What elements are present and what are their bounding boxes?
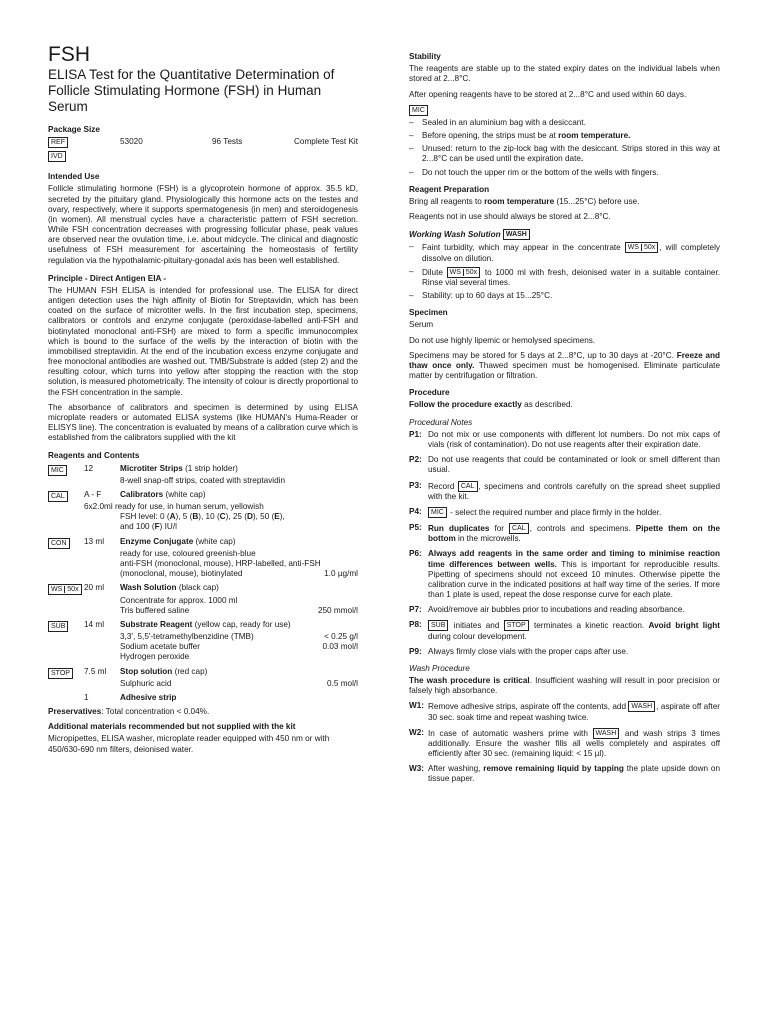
package-tests: 96 Tests [212, 137, 243, 147]
note-p4: P4: MIC - select the required number and place firmly in the holder. [409, 506, 662, 517]
working-wash-item-1: – Faint turbidity, which may appear in the concentrate WS 50x , will completely dissolve on dilution. [409, 242, 720, 263]
reagent-wash [48, 583, 358, 616]
stability-mic-symbol: MIC [409, 105, 428, 116]
stop-note: (red cap) [172, 666, 208, 676]
sub-line-1: 3,3', 5,5'-tetramethylbenzidine (TMB) [120, 632, 254, 642]
wash-step-w2: W2: In case of automatic washers prime with WASH and wash strips 3 times additionally. Ensure the washer fills all wells completely and aspirates off efficiently after 30 sec. (remaining liquid: < 15 µl). [409, 727, 720, 759]
specimen-type: Serum [409, 320, 434, 330]
package-kit: Complete Test Kit [293, 137, 358, 147]
cal-symbol: CAL [48, 491, 68, 502]
stop-symbol: STOP [48, 668, 73, 679]
note-p7: P7: Avoid/remove air bubbles prior to incubations and reading absorbance. [409, 605, 685, 615]
specimen-paragraph-1: Do not use highly lipemic or hemolysed specimens. [409, 335, 596, 345]
strip-name: Adhesive strip [120, 692, 177, 702]
sub-line-3: Hydrogen peroxide [120, 652, 190, 662]
mic-amount: 12 [84, 463, 94, 473]
working-wash-item-2: – Dilute WS 50x to 1000 ml with fresh, deionised water in a suitable container. Rinse vial several times. [409, 267, 720, 288]
cal-name: Calibrators [120, 489, 164, 499]
ref-symbol: REF [48, 137, 68, 148]
stability-paragraph-2: After opening reagents have to be stored at 2...8°C and used within 60 days. [409, 89, 687, 99]
additional-materials-heading: Additional materials recommended but not supplied with the kit [48, 722, 296, 732]
stop-name: Stop solution [120, 666, 173, 676]
wash-step-w3: W3: After washing, remove remaining liquid by tapping the plate upside down on tissue paper. [409, 764, 721, 784]
note-p3: P3: Record CAL , specimens and controls carefully on the spread sheet supplied with the kit. [409, 480, 721, 501]
strip-amount: 1 [84, 692, 89, 702]
cal-amount: A - F [84, 489, 102, 499]
mic-note: (1 strip holder) [182, 463, 238, 473]
wash-symbol: WASH [503, 229, 530, 240]
stability-list [409, 118, 720, 178]
note-p2: P2: Do not use reagents that could be contaminated or look or smell different than usual. [409, 455, 720, 475]
principle-paragraph-1: The HUMAN FSH ELISA is intended for professional use. The ELISA for direct antigen detection uses the high affinity of Biotin for Streptavidin, which has been coated on the surface of microtiter wells. In the first incubation step, specimens, calibrators or controls and enzyme conjugate (peroxidase-labelled anti-FSH and biotinylated monoclonal anti-FSH) are mixed to form a specific immunocomplex which is bound to the surface of the wells by the interaction of biotin with the immobilised streptavidin. At the end of the incubation excess enzyme conjugate and free monoclonal antibodies are washed out. TMB/Substrate is added (step 2) and the resulting colour, which turns into yellow after stopping the reaction with the stop solution, is measured photometrically. The intensity of colour is directly proportional to the FSH concentration in the sample. [48, 285, 358, 397]
reagent-sub [48, 620, 358, 663]
con-name: Enzyme Conjugate [120, 536, 194, 546]
reagent-cal [48, 490, 358, 533]
package-row [48, 137, 358, 148]
left-column [48, 44, 358, 760]
reagent-mic [48, 464, 358, 486]
wash-step-w1: W1: Remove adhesive strips, aspirate off the contents, add WASH , aspirate off after 30 sec. soak time and repeat washing twice. [409, 701, 720, 722]
note-p5: P5: Run duplicates for CAL , controls and specimens. Pipette them on the bottom in the microwells. [409, 523, 720, 544]
ivd-row [48, 151, 358, 162]
working-wash-item-3: – Stability: up to 60 days at 15...25°C. [409, 291, 720, 301]
note-p8: P8: SUB initiates and STOP terminates a kinetic reaction. Avoid bright light during colour development. [409, 620, 721, 641]
page-title: FSH [48, 43, 90, 66]
cal-line-2: FSH level: 0 (A), 5 (B), 10 (C), 25 (D), 50 (E), [120, 512, 285, 522]
preservatives: Preservatives: Total concentration < 0.04%. [48, 707, 210, 717]
right-column [409, 52, 720, 790]
con-line-3-value: 1.0 µg/ml [324, 569, 358, 579]
specimen-heading: Specimen [409, 308, 448, 318]
procedure-text: Follow the procedure exactly as described. [409, 400, 573, 410]
reagent-con [48, 537, 358, 580]
con-amount: 13 ml [84, 536, 105, 546]
con-note: (white cap) [193, 536, 236, 546]
stability-item-4: – Do not touch the upper rim or the bottom of the wells with fingers. [409, 168, 720, 178]
wash-line-2-value: 250 mmol/l [317, 605, 358, 615]
reagent-prep-paragraph-1: Bring all reagents to room temperature (15...25°C) before use. [409, 196, 640, 206]
reagent-stop [48, 667, 358, 689]
stability-paragraph-1: The reagents are stable up to the stated expiry dates on the individual labels when stored at 2...8°C. [409, 64, 720, 84]
procedural-notes-heading: Procedural Notes [409, 417, 473, 427]
working-wash-list [409, 242, 720, 301]
con-line-2: anti-FSH (monoclonal, mouse), HRP-labelled, anti-FSH [120, 559, 321, 568]
wash-line-1: Concentrate for approx. 1000 ml [120, 595, 238, 605]
wash-amount: 20 ml [84, 583, 105, 593]
sub-amount: 14 ml [84, 619, 105, 629]
ws-symbol: WS 50x [48, 584, 82, 595]
mic-desc: 8-well snap-off strips, coated with streptavidin [120, 475, 286, 485]
stability-heading: Stability [409, 52, 441, 61]
con-line-3: (monoclonal, mouse), biotinylated [120, 569, 243, 579]
mic-symbol: MIC [48, 465, 67, 476]
reagent-prep-heading: Reagent Preparation [409, 184, 490, 194]
stop-amount: 7.5 ml [84, 666, 107, 676]
note-p9: P9: Always firmly close vials with the proper caps after use. [409, 646, 629, 656]
wash-procedure-heading: Wash Procedure [409, 663, 470, 673]
mic-name: Microtiter Strips [120, 463, 183, 473]
wash-line-2: Tris buffered saline [120, 605, 190, 615]
con-line-1: ready for use, coloured greenish-blue [120, 548, 256, 558]
stop-line-1: Sulphuric acid [120, 678, 172, 688]
package-size-heading: Package Size [48, 124, 100, 134]
reagents-heading: Reagents and Contents [48, 451, 140, 461]
reagent-prep-paragraph-2: Reagents not in use should always be stored at 2...8°C. [409, 212, 611, 222]
note-p1: P1: Do not mix or use components with different lot numbers. Do not mix caps of vials (risk of contamination). Do not use reagents after their expiration date. [409, 429, 720, 449]
sub-line-2-value: 0.03 mol/l [322, 642, 358, 652]
ivd-symbol: IVD [48, 151, 66, 162]
sub-symbol: SUB [48, 621, 68, 632]
working-wash-heading: Working Wash Solution WASH [409, 229, 720, 240]
wash-name: Wash Solution [120, 583, 177, 593]
page-subtitle: ELISA Test for the Quantitative Determination of Follicle Stimulating Hormone (FSH) in Human Serum [48, 67, 335, 114]
stability-item-2: – Before opening, the strips must be at room temperature. [409, 131, 720, 141]
cal-line-3: and 100 (F) IU/l [120, 522, 177, 532]
reagent-strip [48, 693, 358, 703]
con-symbol: CON [48, 538, 70, 549]
intended-use-heading: Intended Use [48, 172, 100, 182]
sub-line-2: Sodium acetate buffer [120, 642, 200, 652]
cal-note: (white cap) [163, 489, 206, 499]
wash-procedure-intro: The wash procedure is critical. Insufficient washing will result in poor precision or falsely high absorbance. [409, 676, 720, 696]
stability-item-3: – Unused: return to the zip-lock bag with the desiccant. Strips stored in this way at 2...8°C can be used until the expiration date. [409, 144, 720, 164]
cal-line-1: 6x2.0ml ready for use, in human serum, yellowish [84, 502, 264, 512]
additional-materials-text: Micropipettes, ELISA washer, microplate reader equipped with 450 nm or with 450/630-690 nm filters, deionised water. [48, 734, 330, 754]
principle-paragraph-2: The absorbance of calibrators and specimen is determined by using ELISA microplate readers or automated ELISA systems (like HUMAN's Huma-Reader or ELISYS line). The concentration is evaluated by means of a calibration curve which is established from the calibrators supplied with the kit [48, 402, 358, 443]
specimen-paragraph-2: Specimens may be stored for 5 days at 2...8°C, up to 30 days at -20°C. Freeze and thaw once only. Thawed specimen must be homogenised. Eliminate particulate matter by centrifugation or filtration. [409, 350, 720, 381]
wash-note: (black cap) [176, 583, 219, 593]
sub-name: Substrate Reagent [120, 619, 193, 629]
stability-item-1: – Sealed in an aluminium bag with a desiccant. [409, 118, 720, 128]
intended-use-text: Follicle stimulating hormone (FSH) is a glycoprotein hormone of approx. 35.5 kD, secreted by the pituitary gland. Physiologically this hormone acts on the testes and ovary, respectively, where it supports spermatogenesis (in men) and steroidogenesis (in women). All menstrual cycles have a characteristic pattern of FSH secretion. While FSH concentration decreases with progressing follicular phase, peak values are observed near the ovulation time, i.e. about midcycle. The clinical and diagnostic usefulness of FSH measurement for ascertaining the homeostasis of fertility regulation via the hypothalamic-pituitary-gonadal axis has been well established. [48, 184, 358, 265]
sub-line-1-value: < 0.25 g/l [324, 632, 358, 642]
principle-heading: Principle - Direct Antigen EIA - [48, 273, 167, 283]
stop-line-1-value: 0.5 mol/l [327, 678, 358, 688]
note-p6: P6: Always add reagents in the same order and timing to minimise reaction time differences between wells. This is important for reproducible results. Pipetting of specimens should not exceed 10 minutes. Otherwise pipette the calibration curve in the indicated positions at half way time of the series. If more than 1 plate is used, repeat the dose response curve for each plate. [409, 549, 721, 600]
procedure-heading: Procedure [409, 388, 450, 398]
sub-note: (yellow cap, ready for use) [192, 619, 291, 629]
package-code: 53020 [120, 137, 143, 147]
